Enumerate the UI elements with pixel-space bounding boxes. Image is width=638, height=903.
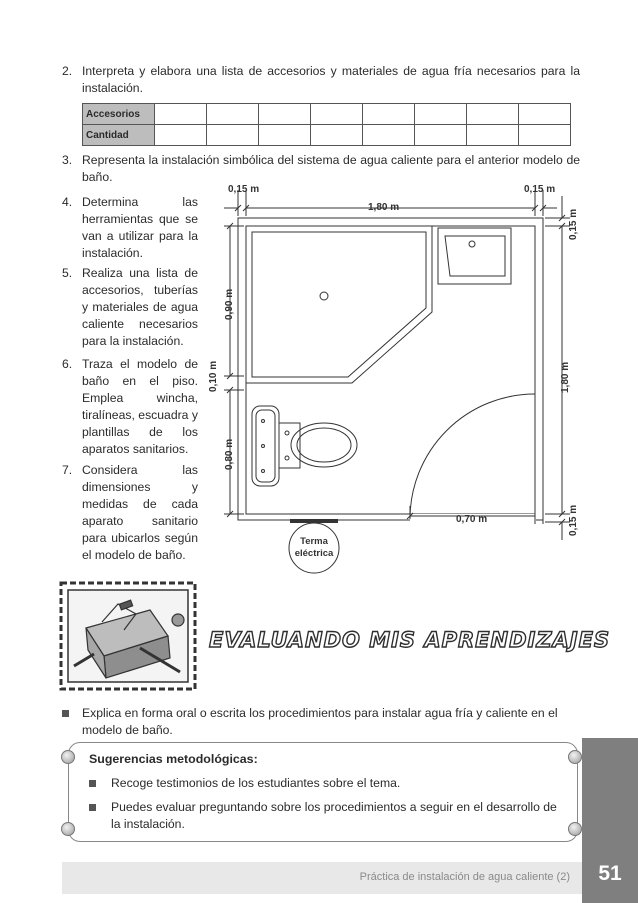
shower-drain (320, 292, 328, 300)
section-title: EVALUANDO MIS APRENDIZAJES (209, 628, 611, 652)
suggestion-text: Recoge testimonios de los estudiantes sobre el tema. (111, 776, 401, 790)
bathroom-floor-plan (200, 178, 590, 578)
dim-right-top: 0,15 m (568, 208, 579, 240)
wall-inner (246, 226, 535, 514)
item-text: Interpreta y elabora una lista de accesorios y materiales de agua fría necesarios para la instalación. (82, 64, 580, 95)
footer-bar (62, 862, 582, 894)
bullet-icon (62, 710, 69, 717)
dim-top-left: 0,15 m (228, 184, 260, 195)
item-number: 3. (62, 153, 73, 167)
toolbox-stamp-image (58, 580, 198, 692)
table-row (83, 125, 571, 146)
item-text: Traza el modelo de baño en el piso. Emplea wincha, tiralíneas, escuadra y plantillas de los aparatos sanitarios. (82, 357, 198, 456)
heater-label-2: eléctrica (294, 548, 334, 559)
door-swing-arc (410, 394, 535, 519)
toilet-bowl (291, 423, 357, 467)
item-number: 6. (62, 357, 73, 371)
dim-left-upper: 0,90 m (224, 288, 235, 320)
dim-right-height: 1,80 m (560, 361, 571, 393)
item-text: Representa la instalación simbólica del sistema de agua caliente para el anterior modelo de baño. (82, 153, 580, 184)
table-header-cantidad: Cantidad (83, 125, 155, 146)
suggestion-text: Puedes evaluar preguntando sobre los procedimientos a seguir en el desarrollo de la instalación. (111, 800, 557, 831)
dim-right-bottom: 0,15 m (568, 504, 579, 536)
page-number: 51 (598, 862, 622, 885)
shower-area (246, 226, 432, 383)
suggestions-title: Sugerencias metodológicas: (89, 752, 258, 766)
pin-icon (568, 822, 582, 836)
item-number: 2. (62, 64, 73, 78)
item-number: 4. (62, 195, 73, 209)
suggestions-box (68, 742, 578, 842)
pin-icon (61, 822, 75, 836)
evaluation-text: Explica en forma oral o escrita los procedimientos para instalar agua fría y caliente en el modelo de baño. (82, 706, 558, 737)
pin-icon (61, 750, 75, 764)
item-text: Determina las herramientas que se van a utilizar para la instalación. (82, 195, 198, 260)
bullet-icon (89, 780, 96, 787)
dim-width: 1,80 m (368, 202, 400, 213)
dim-door: 0,70 m (456, 514, 488, 525)
dim-left-lower: 0,80 m (224, 438, 235, 470)
heater-label-1: Terma (300, 536, 328, 547)
item-text: Considera las dimensiones y medidas de cada aparato sanitario para ubicarlos según el modelo de baño. (82, 463, 198, 562)
wall-outer (238, 218, 543, 520)
dim-left-mid: 0,10 m (208, 360, 219, 392)
pin-icon (568, 750, 582, 764)
item-text: Realiza una lista de accesorios, tuberías y materiales de agua caliente necesarios para la instalación. (82, 266, 198, 348)
dim-top-right: 0,15 m (524, 184, 556, 195)
table-header-accesorios: Accesorios (83, 104, 155, 125)
footer-title: Práctica de instalación de agua caliente (2) (359, 871, 570, 883)
item-number: 5. (62, 266, 73, 280)
accessories-table (82, 103, 571, 146)
bullet-icon (89, 804, 96, 811)
table-row (83, 104, 571, 125)
item-number: 7. (62, 463, 73, 477)
page-tab (582, 738, 638, 903)
heater-bar (290, 519, 338, 523)
